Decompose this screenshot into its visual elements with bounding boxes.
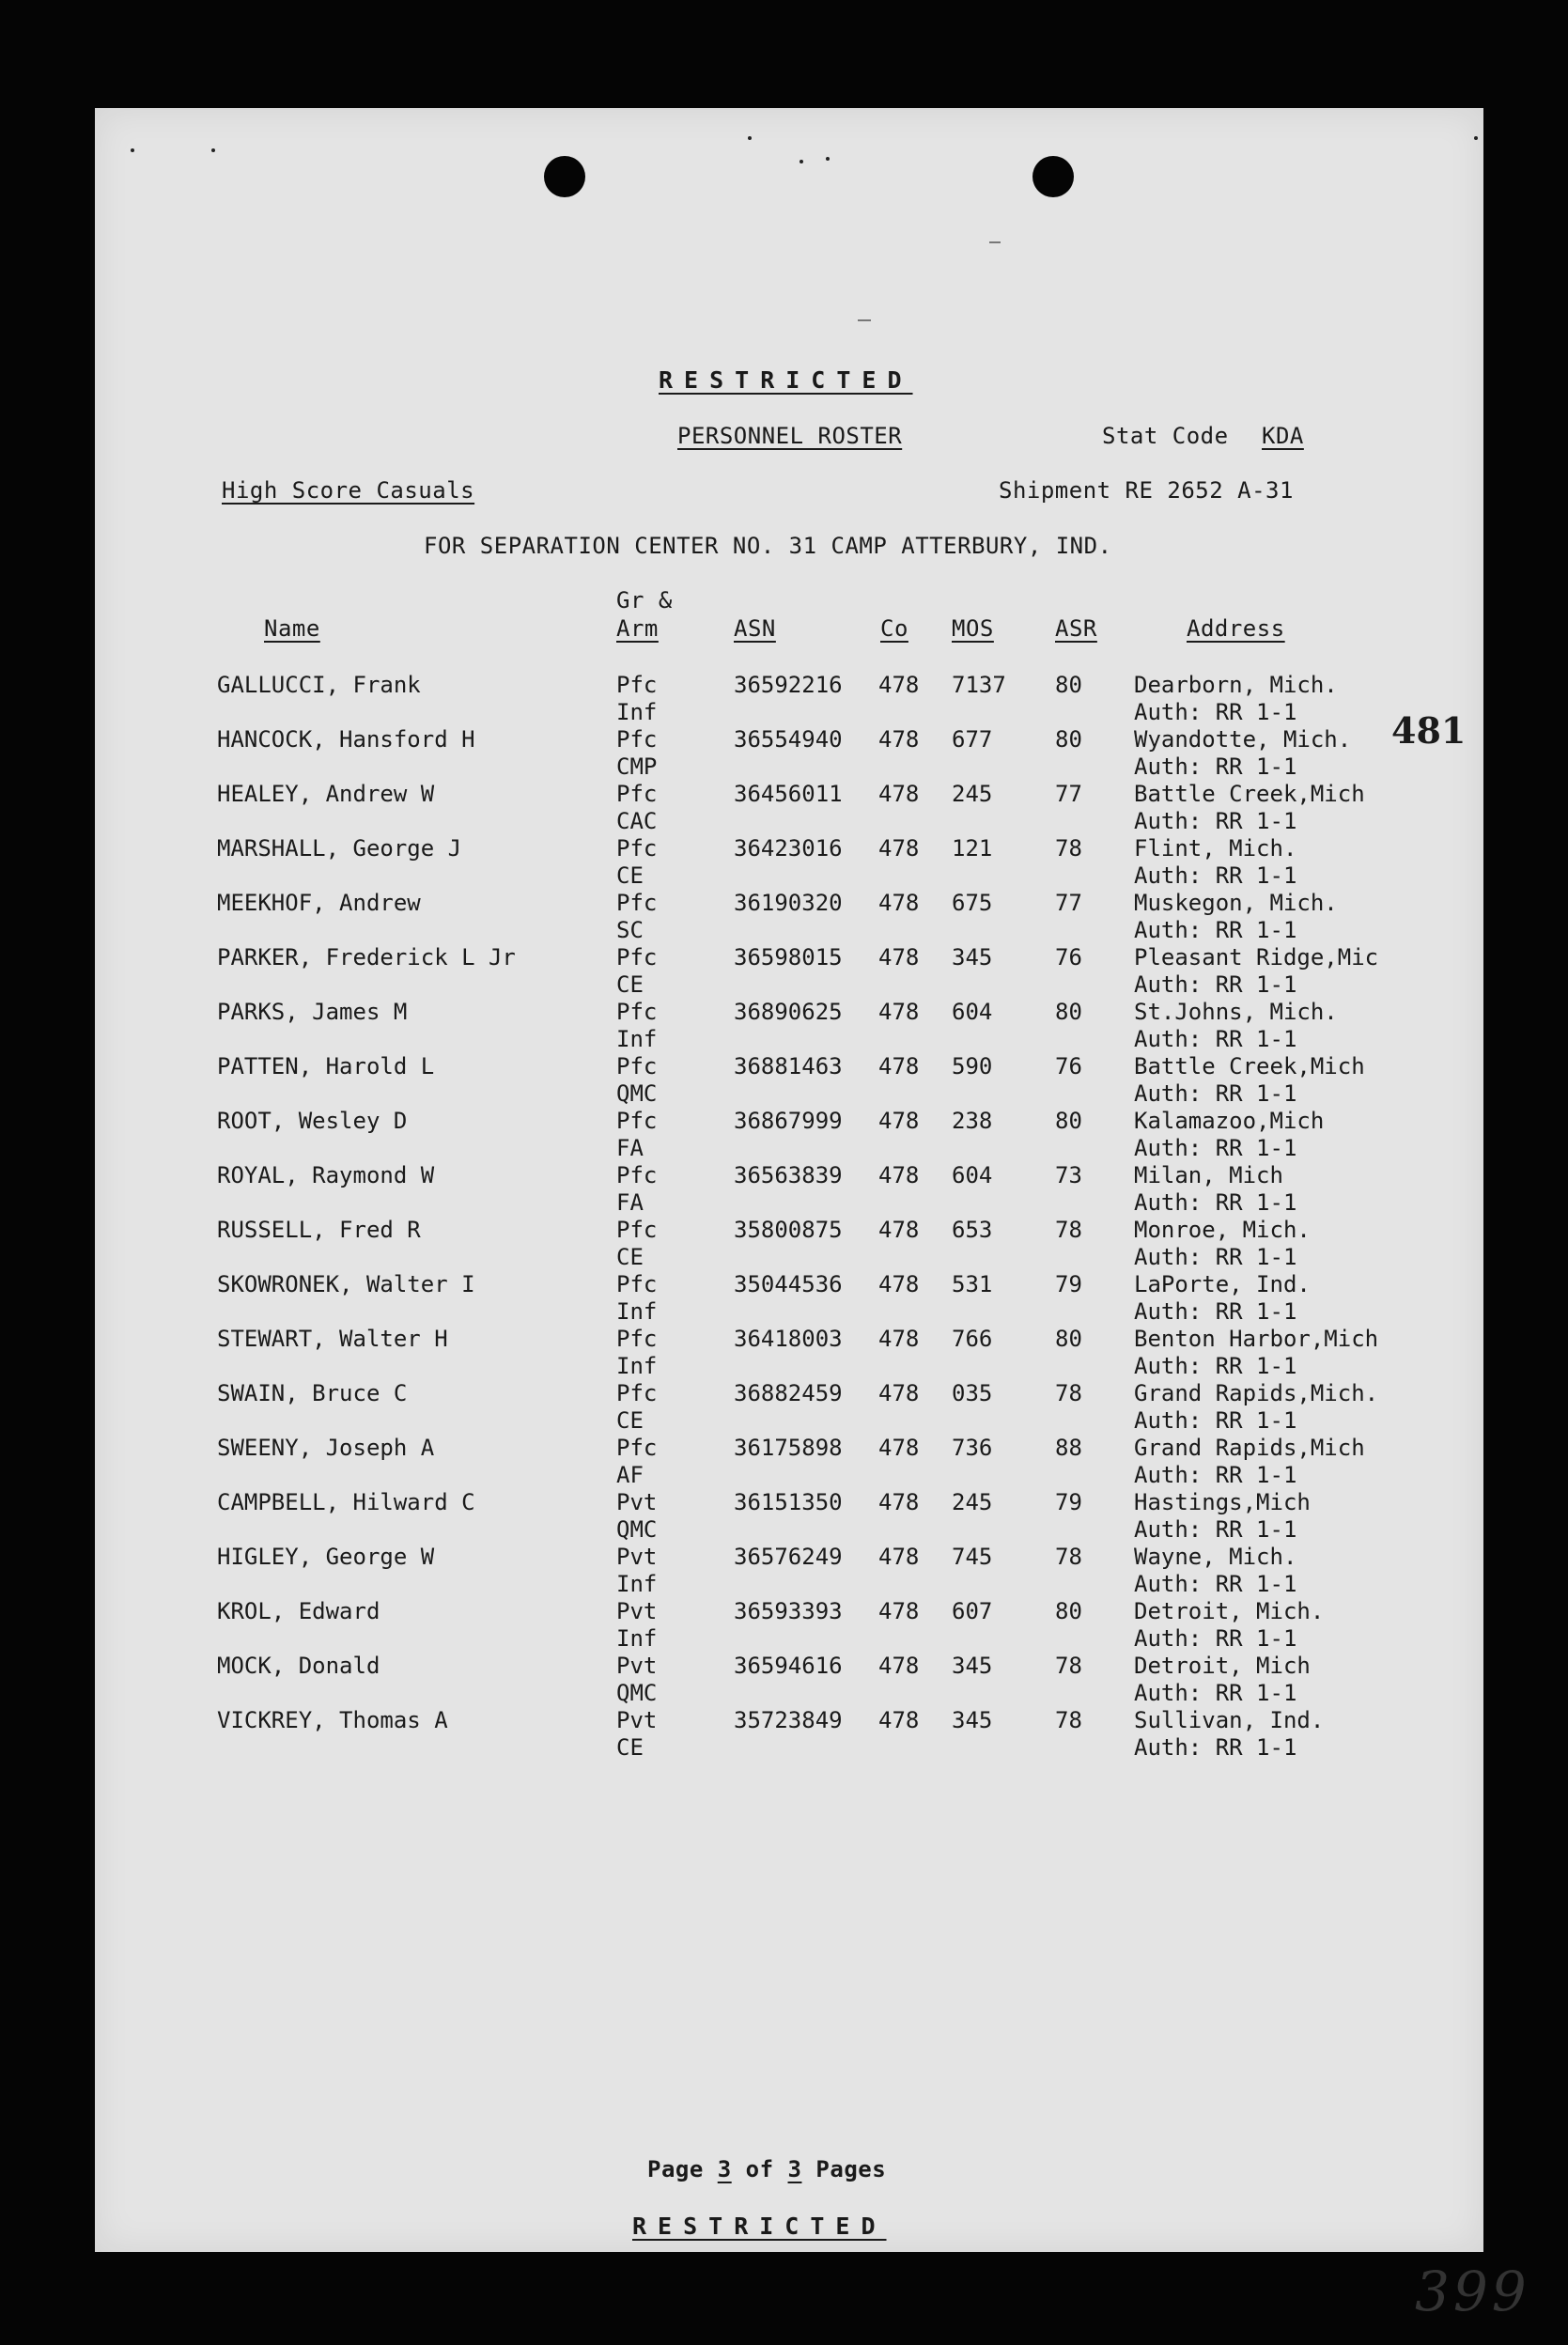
row-address: Pleasant Ridge,Mic <box>1134 944 1379 971</box>
row-asr: 77 <box>1055 781 1082 807</box>
row-co: 478 <box>878 1108 920 1134</box>
row-grade: Pfc <box>616 1162 658 1188</box>
row-auth: Auth: RR 1-1 <box>1134 1680 1297 1706</box>
row-mos: 766 <box>952 1326 993 1352</box>
row-asn: 36151350 <box>734 1489 843 1515</box>
row-asn: 36190320 <box>734 890 843 916</box>
row-co: 478 <box>878 1435 920 1461</box>
row-grade: Pvt <box>616 1544 658 1570</box>
row-asr: 78 <box>1055 1544 1082 1570</box>
col-asr: ASR <box>1055 615 1097 642</box>
speck <box>748 136 752 140</box>
row-arm: SC <box>616 917 644 943</box>
row-name: PARKS, James M <box>217 999 408 1025</box>
stat-code-value: KDA <box>1262 423 1304 449</box>
row-mos: 745 <box>952 1544 993 1570</box>
row-asr: 78 <box>1055 1217 1082 1243</box>
row-arm: AF <box>616 1462 644 1488</box>
row-grade: Pvt <box>616 1489 658 1515</box>
row-mos: 736 <box>952 1435 993 1461</box>
row-auth: Auth: RR 1-1 <box>1134 917 1297 943</box>
col-co: Co <box>880 615 908 642</box>
row-auth: Auth: RR 1-1 <box>1134 1298 1297 1325</box>
row-asr: 73 <box>1055 1162 1082 1188</box>
row-auth: Auth: RR 1-1 <box>1134 1462 1297 1488</box>
row-co: 478 <box>878 672 920 698</box>
row-auth: Auth: RR 1-1 <box>1134 1244 1297 1270</box>
row-name: SWAIN, Bruce C <box>217 1380 408 1406</box>
row-address: St.Johns, Mich. <box>1134 999 1338 1025</box>
row-grade: Pfc <box>616 890 658 916</box>
row-auth: Auth: RR 1-1 <box>1134 862 1297 889</box>
row-auth: Auth: RR 1-1 <box>1134 699 1297 725</box>
row-co: 478 <box>878 1380 920 1406</box>
col-gr: Gr & <box>616 587 673 613</box>
row-asr: 80 <box>1055 1326 1082 1352</box>
row-address: Benton Harbor,Mich <box>1134 1326 1379 1352</box>
row-mos: 121 <box>952 835 993 862</box>
row-asr: 79 <box>1055 1489 1082 1515</box>
row-asr: 78 <box>1055 1380 1082 1406</box>
row-grade: Pfc <box>616 944 658 971</box>
restricted-footer: RESTRICTED <box>632 2213 887 2240</box>
row-address: Dearborn, Mich. <box>1134 672 1338 698</box>
row-grade: Pfc <box>616 999 658 1025</box>
row-asn: 36592216 <box>734 672 843 698</box>
row-co: 478 <box>878 890 920 916</box>
row-address: Flint, Mich. <box>1134 835 1297 862</box>
row-asn: 36554940 <box>734 726 843 753</box>
document-page <box>95 108 1530 2323</box>
row-asr: 88 <box>1055 1435 1082 1461</box>
col-arm: Arm <box>616 615 659 642</box>
row-co: 478 <box>878 781 920 807</box>
row-co: 478 <box>878 1707 920 1733</box>
row-address: Detroit, Mich <box>1134 1653 1311 1679</box>
row-mos: 604 <box>952 1162 993 1188</box>
row-asr: 80 <box>1055 999 1082 1025</box>
table-row <box>95 1544 1483 1598</box>
row-co: 478 <box>878 726 920 753</box>
row-mos: 675 <box>952 890 993 916</box>
row-auth: Auth: RR 1-1 <box>1134 1407 1297 1434</box>
mark <box>989 241 1001 243</box>
row-grade: Pfc <box>616 726 658 753</box>
row-arm: Inf <box>616 1625 658 1652</box>
row-asr: 76 <box>1055 944 1082 971</box>
row-asn: 36593393 <box>734 1598 843 1624</box>
speck <box>211 148 215 152</box>
page-total: 3 <box>787 2156 802 2182</box>
row-grade: Pfc <box>616 1217 658 1243</box>
row-grade: Pfc <box>616 1326 658 1352</box>
punch-hole-right <box>1032 156 1074 197</box>
row-mos: 345 <box>952 944 993 971</box>
table-row <box>95 1598 1483 1653</box>
punch-hole-left <box>544 156 585 197</box>
col-name: Name <box>264 615 320 642</box>
row-grade: Pvt <box>616 1707 658 1733</box>
table-row <box>95 781 1483 835</box>
row-grade: Pvt <box>616 1653 658 1679</box>
row-asr: 80 <box>1055 1598 1082 1624</box>
row-asn: 36890625 <box>734 999 843 1025</box>
row-auth: Auth: RR 1-1 <box>1134 1135 1297 1161</box>
row-asr: 78 <box>1055 835 1082 862</box>
row-arm: Inf <box>616 1353 658 1379</box>
row-arm: Inf <box>616 1026 658 1052</box>
col-address: Address <box>1187 615 1285 642</box>
table-row <box>95 999 1483 1053</box>
row-asn: 36423016 <box>734 835 843 862</box>
row-asr: 78 <box>1055 1653 1082 1679</box>
row-co: 478 <box>878 1544 920 1570</box>
mark <box>858 319 871 321</box>
row-auth: Auth: RR 1-1 <box>1134 753 1297 780</box>
row-mos: 245 <box>952 1489 993 1515</box>
row-grade: Pfc <box>616 1435 658 1461</box>
speck <box>131 148 134 152</box>
table-row <box>95 1489 1483 1544</box>
row-auth: Auth: RR 1-1 <box>1134 1189 1297 1216</box>
row-mos: 531 <box>952 1271 993 1297</box>
table-row <box>95 1053 1483 1108</box>
row-address: Milan, Mich <box>1134 1162 1283 1188</box>
row-co: 478 <box>878 1326 920 1352</box>
row-grade: Pfc <box>616 1380 658 1406</box>
handwritten-number: 399 <box>1415 2260 1530 2323</box>
table-row <box>95 1108 1483 1162</box>
row-auth: Auth: RR 1-1 <box>1134 1734 1297 1761</box>
row-address: Battle Creek,Mich <box>1134 1053 1365 1079</box>
table-row <box>95 1271 1483 1326</box>
row-arm: CE <box>616 1734 644 1761</box>
row-mos: 653 <box>952 1217 993 1243</box>
row-asr: 80 <box>1055 1108 1082 1134</box>
row-grade: Pfc <box>616 1053 658 1079</box>
row-arm: CE <box>616 1407 644 1434</box>
roster-title: PERSONNEL ROSTER <box>677 423 903 449</box>
row-mos: 345 <box>952 1653 993 1679</box>
row-asn: 36418003 <box>734 1326 843 1352</box>
row-arm: CAC <box>616 808 658 834</box>
row-address: Monroe, Mich. <box>1134 1217 1311 1243</box>
row-auth: Auth: RR 1-1 <box>1134 1080 1297 1107</box>
row-asn: 36881463 <box>734 1053 843 1079</box>
speck <box>1474 136 1478 140</box>
row-name: CAMPBELL, Hilward C <box>217 1489 475 1515</box>
row-address: Sullivan, Ind. <box>1134 1707 1325 1733</box>
row-grade: Pfc <box>616 835 658 862</box>
row-name: MOCK, Donald <box>217 1653 380 1679</box>
row-asr: 80 <box>1055 672 1082 698</box>
stamp-number: 481 <box>1391 709 1467 752</box>
row-name: SWEENY, Joseph A <box>217 1435 435 1461</box>
row-name: HANCOCK, Hansford H <box>217 726 475 753</box>
table-row <box>95 1162 1483 1217</box>
table-row <box>95 890 1483 944</box>
row-mos: 590 <box>952 1053 993 1079</box>
row-address: LaPorte, Ind. <box>1134 1271 1311 1297</box>
row-grade: Pvt <box>616 1598 658 1624</box>
stat-code-label: Stat Code <box>1102 423 1229 449</box>
row-asn: 36882459 <box>734 1380 843 1406</box>
row-auth: Auth: RR 1-1 <box>1134 1026 1297 1052</box>
row-asr: 78 <box>1055 1707 1082 1733</box>
row-mos: 677 <box>952 726 993 753</box>
page-current: 3 <box>717 2156 732 2182</box>
speck <box>800 160 803 163</box>
row-name: PATTEN, Harold L <box>217 1053 435 1079</box>
row-asn: 35800875 <box>734 1217 843 1243</box>
row-mos: 345 <box>952 1707 993 1733</box>
col-asn: ASN <box>734 615 776 642</box>
row-asr: 76 <box>1055 1053 1082 1079</box>
page-suffix: Pages <box>815 2156 887 2182</box>
col-mos: MOS <box>952 615 994 642</box>
row-arm: Inf <box>616 699 658 725</box>
row-asr: 79 <box>1055 1271 1082 1297</box>
row-name: ROOT, Wesley D <box>217 1108 408 1134</box>
row-name: MEEKHOF, Andrew <box>217 890 421 916</box>
row-mos: 035 <box>952 1380 993 1406</box>
destination-line: FOR SEPARATION CENTER NO. 31 CAMP ATTERBURY, IND. <box>424 533 1112 559</box>
row-auth: Auth: RR 1-1 <box>1134 1353 1297 1379</box>
row-name: HEALEY, Andrew W <box>217 781 435 807</box>
row-name: VICKREY, Thomas A <box>217 1707 448 1733</box>
speck <box>826 157 830 161</box>
row-co: 478 <box>878 1271 920 1297</box>
table-row <box>95 944 1483 999</box>
row-arm: Inf <box>616 1298 658 1325</box>
row-auth: Auth: RR 1-1 <box>1134 1571 1297 1597</box>
row-arm: Inf <box>616 1571 658 1597</box>
row-address: Muskegon, Mich. <box>1134 890 1338 916</box>
row-mos: 7137 <box>952 672 1006 698</box>
table-row <box>95 1707 1483 1762</box>
row-arm: FA <box>616 1135 644 1161</box>
row-co: 478 <box>878 1489 920 1515</box>
row-auth: Auth: RR 1-1 <box>1134 808 1297 834</box>
row-grade: Pfc <box>616 1108 658 1134</box>
row-asn: 35044536 <box>734 1271 843 1297</box>
row-address: Wayne, Mich. <box>1134 1544 1297 1570</box>
table-row <box>95 1326 1483 1380</box>
row-address: Kalamazoo,Mich <box>1134 1108 1325 1134</box>
row-auth: Auth: RR 1-1 <box>1134 971 1297 998</box>
row-asr: 80 <box>1055 726 1082 753</box>
restricted-header: RESTRICTED <box>659 366 913 394</box>
row-name: HIGLEY, George W <box>217 1544 435 1570</box>
row-arm: QMC <box>616 1680 658 1706</box>
row-co: 478 <box>878 1598 920 1624</box>
row-name: STEWART, Walter H <box>217 1326 448 1352</box>
row-name: MARSHALL, George J <box>217 835 462 862</box>
row-name: KROL, Edward <box>217 1598 380 1624</box>
row-asn: 36175898 <box>734 1435 843 1461</box>
row-address: Hastings,Mich <box>1134 1489 1311 1515</box>
table-row <box>95 1653 1483 1707</box>
row-co: 478 <box>878 1053 920 1079</box>
row-co: 478 <box>878 999 920 1025</box>
shipment-number: Shipment RE 2652 A-31 <box>999 477 1294 504</box>
table-row <box>95 1217 1483 1271</box>
row-name: RUSSELL, Fred R <box>217 1217 421 1243</box>
row-auth: Auth: RR 1-1 <box>1134 1516 1297 1543</box>
row-co: 478 <box>878 1217 920 1243</box>
row-co: 478 <box>878 1653 920 1679</box>
row-auth: Auth: RR 1-1 <box>1134 1625 1297 1652</box>
row-mos: 238 <box>952 1108 993 1134</box>
table-row <box>95 726 1483 781</box>
row-asn: 36456011 <box>734 781 843 807</box>
row-arm: QMC <box>616 1080 658 1107</box>
row-address: Detroit, Mich. <box>1134 1598 1325 1624</box>
page-indicator <box>647 2156 886 2182</box>
row-mos: 604 <box>952 999 993 1025</box>
row-arm: FA <box>616 1189 644 1216</box>
row-grade: Pfc <box>616 672 658 698</box>
table-row <box>95 1435 1483 1489</box>
row-address: Grand Rapids,Mich. <box>1134 1380 1379 1406</box>
row-co: 478 <box>878 835 920 862</box>
row-mos: 607 <box>952 1598 993 1624</box>
row-address: Battle Creek,Mich <box>1134 781 1365 807</box>
table-row <box>95 672 1483 726</box>
row-name: ROYAL, Raymond W <box>217 1162 435 1188</box>
row-grade: Pfc <box>616 781 658 807</box>
row-arm: CE <box>616 971 644 998</box>
row-asn: 36594616 <box>734 1653 843 1679</box>
row-co: 478 <box>878 944 920 971</box>
table-row <box>95 835 1483 890</box>
row-asn: 35723849 <box>734 1707 843 1733</box>
page-prefix: Page <box>647 2156 704 2182</box>
row-arm: CE <box>616 1244 644 1270</box>
table-row <box>95 1380 1483 1435</box>
page-of: of <box>745 2156 774 2182</box>
row-asr: 77 <box>1055 890 1082 916</box>
row-grade: Pfc <box>616 1271 658 1297</box>
row-address: Wyandotte, Mich. <box>1134 726 1352 753</box>
row-asn: 36867999 <box>734 1108 843 1134</box>
row-asn: 36598015 <box>734 944 843 971</box>
row-asn: 36563839 <box>734 1162 843 1188</box>
row-name: SKOWRONEK, Walter I <box>217 1271 475 1297</box>
row-address: Grand Rapids,Mich <box>1134 1435 1365 1461</box>
row-name: GALLUCCI, Frank <box>217 672 421 698</box>
group-label: High Score Casuals <box>222 477 475 504</box>
row-name: PARKER, Frederick L Jr <box>217 944 516 971</box>
row-asn: 36576249 <box>734 1544 843 1570</box>
row-co: 478 <box>878 1162 920 1188</box>
row-arm: CE <box>616 862 644 889</box>
row-arm: QMC <box>616 1516 658 1543</box>
row-arm: CMP <box>616 753 658 780</box>
row-mos: 245 <box>952 781 993 807</box>
